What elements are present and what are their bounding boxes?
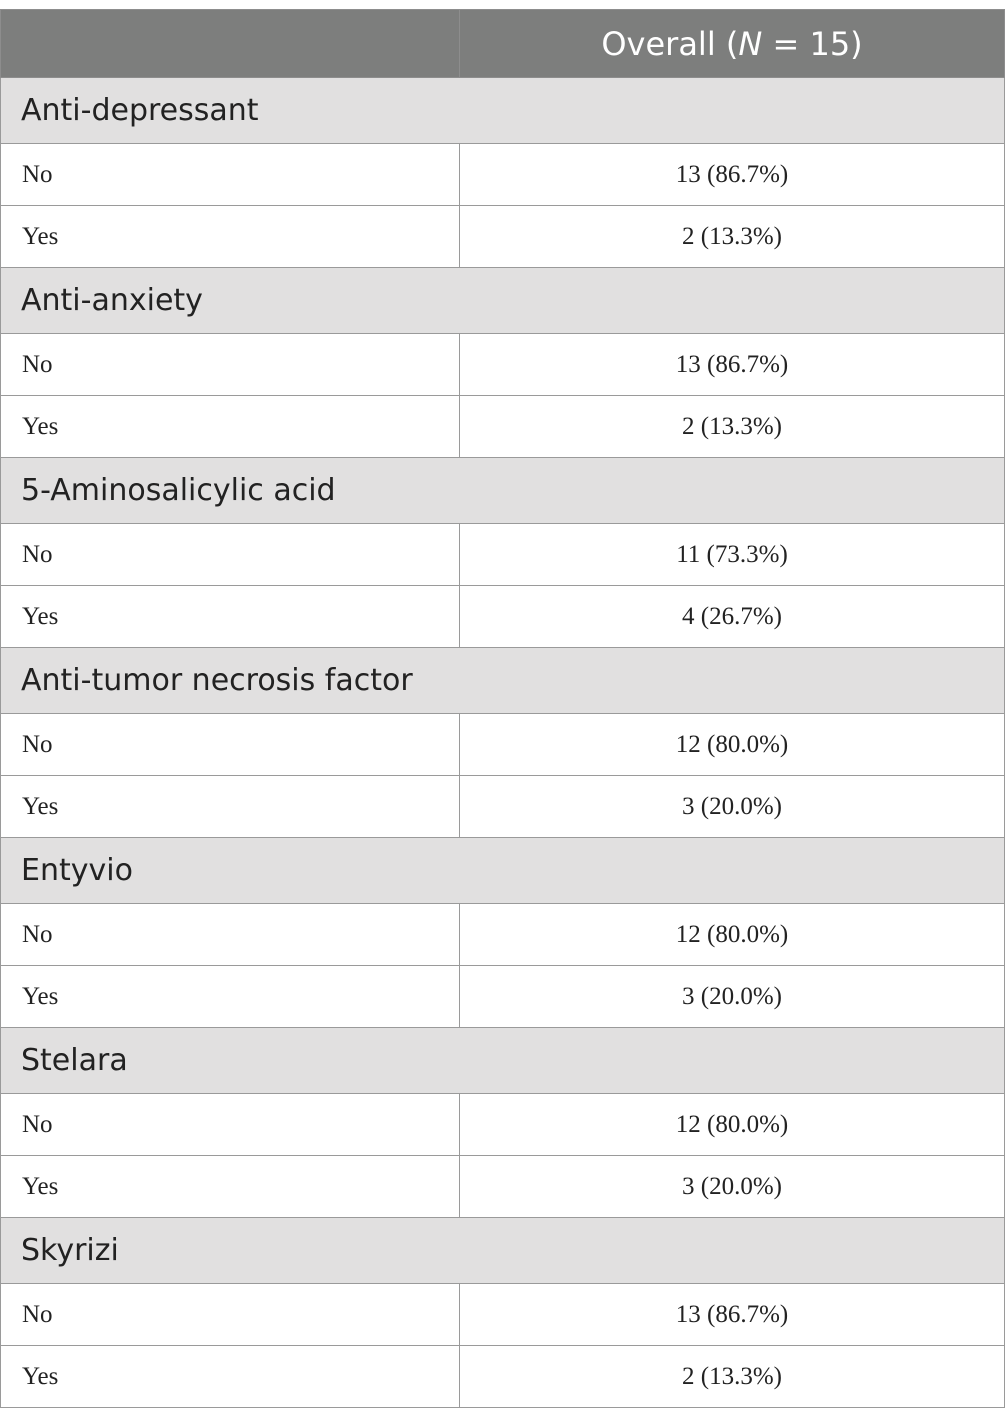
header-overall-n: N [738,24,763,63]
table-row [1,1346,1005,1408]
header-cell-empty [1,10,460,78]
table-row [1,966,1005,1028]
row-value: 11 (73.3%) [460,524,1005,586]
table-row [1,586,1005,648]
row-value: 4 (26.7%) [460,586,1005,648]
group-label: Entyvio [1,838,1005,904]
row-label: No [1,144,460,206]
group-label: Anti-anxiety [1,268,1005,334]
group-row [1,268,1005,334]
row-label: Yes [1,1156,460,1218]
group-label: 5-Aminosalicylic acid [1,458,1005,524]
table-row [1,776,1005,838]
row-value: 13 (86.7%) [460,1284,1005,1346]
header-cell-overall [460,10,1005,78]
table-row [1,524,1005,586]
row-label: No [1,714,460,776]
row-label: No [1,1094,460,1156]
row-label: Yes [1,586,460,648]
header-row [1,10,1005,78]
table-row [1,714,1005,776]
row-label: Yes [1,206,460,268]
table-row [1,1156,1005,1218]
row-label: Yes [1,1346,460,1408]
group-row [1,1218,1005,1284]
table-row [1,904,1005,966]
table-row [1,396,1005,458]
group-row [1,78,1005,144]
row-label: No [1,904,460,966]
header-overall-suffix: = 15) [762,24,863,63]
table-row [1,206,1005,268]
row-value: 3 (20.0%) [460,1156,1005,1218]
table-row [1,1284,1005,1346]
row-value: 2 (13.3%) [460,396,1005,458]
group-row [1,648,1005,714]
row-value: 12 (80.0%) [460,714,1005,776]
row-value: 2 (13.3%) [460,206,1005,268]
group-label: Skyrizi [1,1218,1005,1284]
row-label: Yes [1,776,460,838]
row-label: Yes [1,396,460,458]
group-label: Anti-tumor necrosis factor [1,648,1005,714]
row-label: Yes [1,966,460,1028]
row-value: 12 (80.0%) [460,904,1005,966]
header-overall-prefix: Overall ( [601,24,739,63]
row-value: 12 (80.0%) [460,1094,1005,1156]
group-row [1,1028,1005,1094]
table-row [1,144,1005,206]
row-value: 3 (20.0%) [460,966,1005,1028]
group-label: Stelara [1,1028,1005,1094]
table-row [1,334,1005,396]
group-label: Anti-depressant [1,78,1005,144]
group-row [1,838,1005,904]
table-row [1,1094,1005,1156]
group-row [1,458,1005,524]
row-value: 3 (20.0%) [460,776,1005,838]
row-label: No [1,1284,460,1346]
row-label: No [1,334,460,396]
row-label: No [1,524,460,586]
row-value: 13 (86.7%) [460,144,1005,206]
row-value: 13 (86.7%) [460,334,1005,396]
row-value: 2 (13.3%) [460,1346,1005,1408]
medication-table [0,9,1005,1408]
